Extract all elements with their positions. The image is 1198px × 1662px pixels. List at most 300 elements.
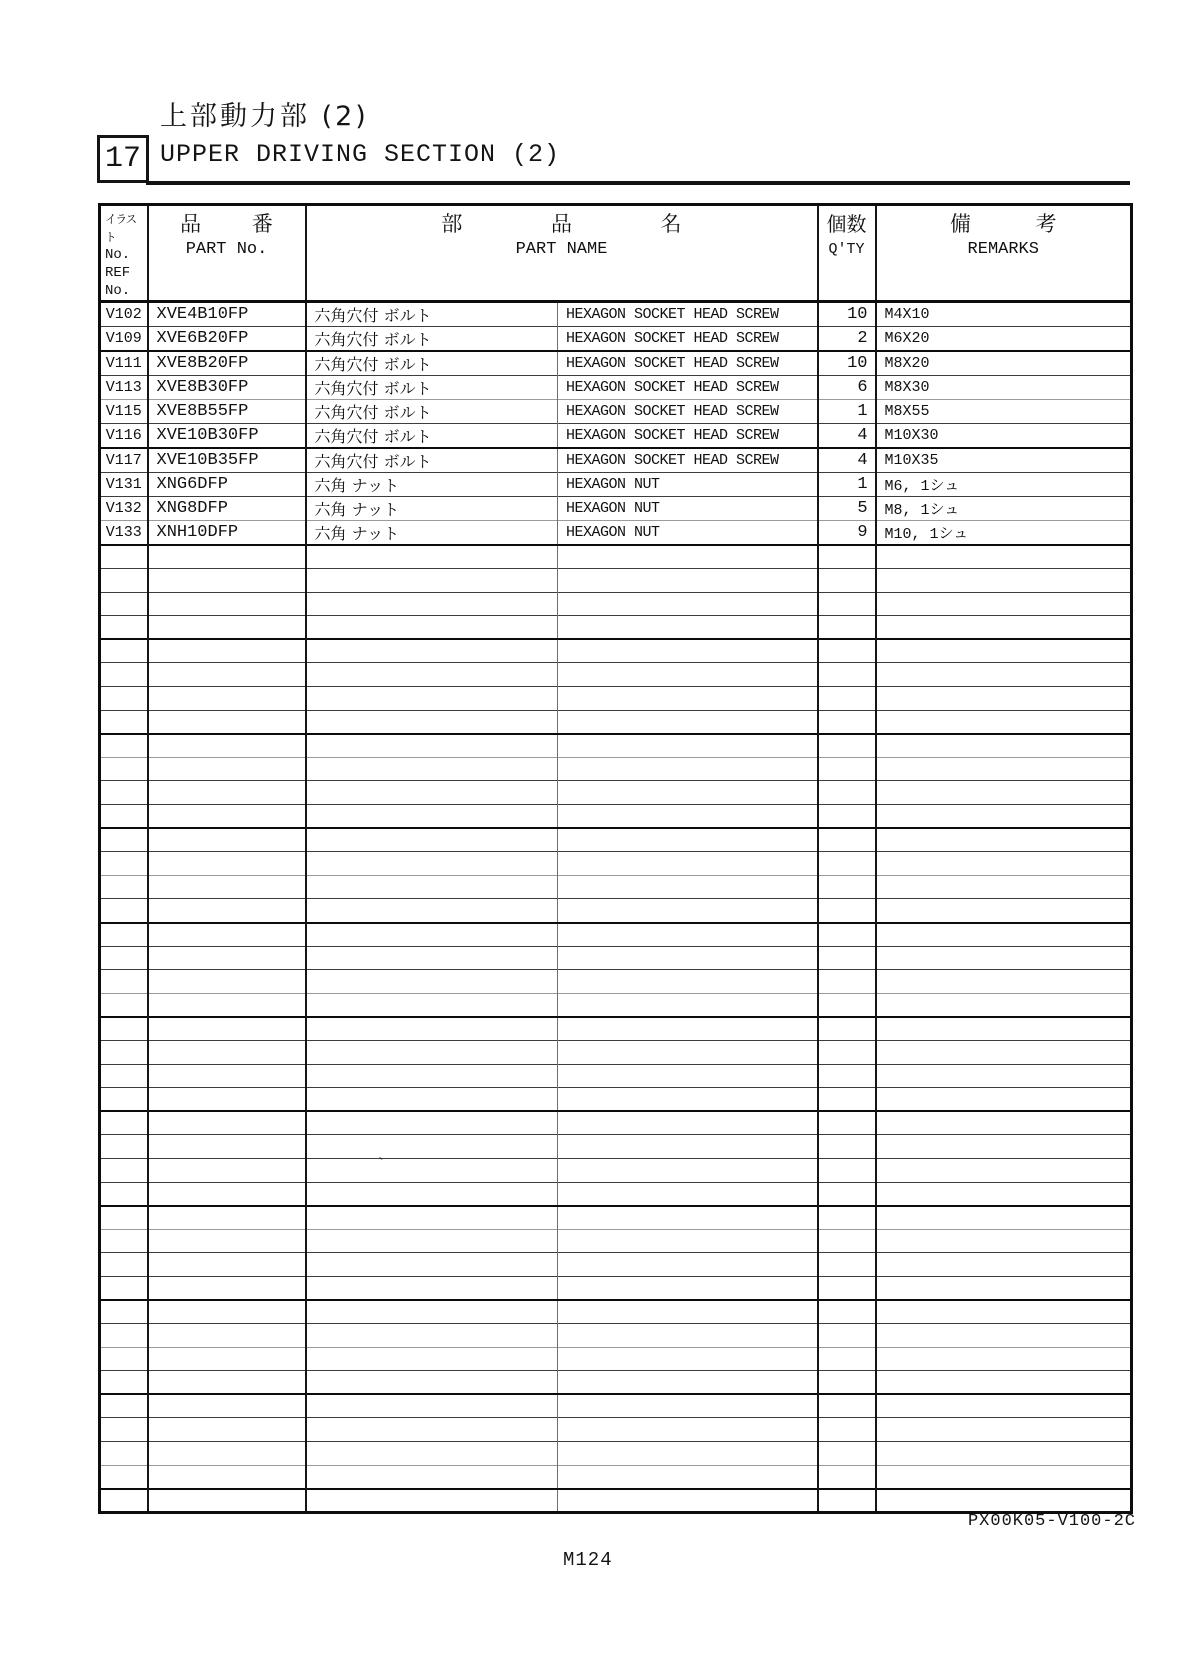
part-name-en-cell	[558, 1229, 818, 1253]
ref-cell	[100, 1418, 148, 1442]
part-name-ja-cell	[306, 710, 558, 734]
remarks-cell	[876, 781, 1132, 805]
part-no-cell	[148, 710, 306, 734]
part-name-en-cell	[558, 710, 818, 734]
table-row-empty	[100, 1489, 1132, 1513]
table-row-empty	[100, 1182, 1132, 1206]
part-name-ja-cell	[306, 1418, 558, 1442]
title-underline	[146, 181, 1130, 185]
ref-cell	[100, 923, 148, 947]
remarks-cell	[876, 852, 1132, 876]
part-name-ja-cell: 六角穴付 ボルト	[306, 302, 558, 327]
qty-cell	[818, 734, 876, 758]
qty-cell	[818, 1394, 876, 1418]
part-name-ja-cell	[306, 1017, 558, 1041]
ref-cell	[100, 734, 148, 758]
part-no-cell	[148, 1442, 306, 1466]
qty-cell: 10	[818, 302, 876, 327]
qty-cell	[818, 1182, 876, 1206]
table-row-empty	[100, 734, 1132, 758]
part-name-en-cell	[558, 781, 818, 805]
part-no-cell: XVE8B20FP	[148, 351, 306, 376]
ref-cell	[100, 1394, 148, 1418]
qty-cell	[818, 687, 876, 711]
ref-cell	[100, 970, 148, 994]
part-no-cell	[148, 1394, 306, 1418]
part-name-ja-cell	[306, 1276, 558, 1300]
table-row-empty	[100, 781, 1132, 805]
part-name-ja-cell: 六角 ナット	[306, 497, 558, 521]
table-row	[100, 351, 1132, 376]
ref-cell	[100, 616, 148, 640]
part-no-cell	[148, 899, 306, 923]
table-row	[100, 521, 1132, 546]
part-name-ja-cell	[306, 1324, 558, 1348]
remarks-cell: M4X10	[884, 306, 930, 323]
table-row-empty	[100, 899, 1132, 923]
remarks-cell: M6X20	[884, 330, 930, 347]
part-no-cell	[148, 1465, 306, 1489]
part-name-ja-cell: 六角穴付 ボルト	[306, 400, 558, 424]
table-row-empty	[100, 1371, 1132, 1395]
part-name-ja-cell	[306, 781, 558, 805]
ref-cell	[100, 875, 148, 899]
ref-cell	[100, 805, 148, 829]
part-no-cell	[148, 946, 306, 970]
remarks-cell	[876, 545, 1132, 569]
part-name-en-cell	[558, 1418, 818, 1442]
part-name-en-cell: HEXAGON SOCKET HEAD SCREW	[558, 448, 818, 473]
ref-cell: V117	[100, 448, 148, 473]
qty-cell	[818, 1206, 876, 1230]
page-title-english: UPPER DRIVING SECTION (2)	[160, 140, 561, 169]
qty-cell	[818, 1442, 876, 1466]
table-row-empty	[100, 1064, 1132, 1088]
table-row	[100, 327, 1132, 352]
part-no-cell	[148, 663, 306, 687]
remarks-cell	[876, 1040, 1132, 1064]
part-name-en-cell	[558, 545, 818, 569]
part-name-ja-cell	[306, 757, 558, 781]
part-no-cell	[148, 1347, 306, 1371]
part-no-cell	[148, 1017, 306, 1041]
section-number: 17	[104, 142, 141, 176]
part-name-ja-cell	[306, 828, 558, 852]
part-name-en-cell	[558, 687, 818, 711]
part-name-ja-cell	[306, 639, 558, 663]
ref-cell	[100, 899, 148, 923]
page-number: M124	[563, 1549, 613, 1571]
part-no-cell	[148, 1300, 306, 1324]
part-name-en-cell	[558, 1206, 818, 1230]
ref-cell: V115	[100, 400, 148, 424]
part-no-cell: XVE6B20FP	[148, 327, 306, 352]
remarks-cell	[876, 875, 1132, 899]
ref-cell	[100, 569, 148, 593]
part-no-cell	[148, 1088, 306, 1112]
qty-cell	[818, 663, 876, 687]
table-row-empty	[100, 757, 1132, 781]
part-name-en-cell	[558, 828, 818, 852]
part-name-ja-cell	[306, 899, 558, 923]
part-no-cell	[148, 1111, 306, 1135]
remarks-cell	[876, 1300, 1132, 1324]
qty-cell	[818, 1064, 876, 1088]
ref-cell	[100, 1064, 148, 1088]
part-no-cell	[148, 757, 306, 781]
table-row-empty	[100, 1347, 1132, 1371]
part-name-en-cell	[558, 1347, 818, 1371]
table-row-empty	[100, 1442, 1132, 1466]
part-name-ja-cell	[306, 852, 558, 876]
qty-cell	[818, 1371, 876, 1395]
remarks-cell: M8X20	[884, 355, 930, 372]
table-row-empty	[100, 1040, 1132, 1064]
part-name-ja-cell: 六角穴付 ボルト	[306, 327, 558, 352]
remarks-cell: M10, 1シュ	[884, 526, 969, 543]
qty-cell	[818, 1017, 876, 1041]
ref-cell	[100, 545, 148, 569]
qty-cell: 4	[818, 424, 876, 449]
part-name-en-cell: HEXAGON SOCKET HEAD SCREW	[558, 351, 818, 376]
remarks-cell	[876, 592, 1132, 616]
remarks-cell	[876, 1394, 1132, 1418]
part-name-ja-cell	[306, 1040, 558, 1064]
part-name-en-cell	[558, 1442, 818, 1466]
part-name-en-cell	[558, 1158, 818, 1182]
ref-cell	[100, 687, 148, 711]
ref-cell	[100, 1229, 148, 1253]
ref-cell	[100, 710, 148, 734]
part-name-ja-cell	[306, 1111, 558, 1135]
ref-cell: V131	[100, 473, 148, 497]
part-name-ja-cell	[306, 1394, 558, 1418]
part-no-cell	[148, 1064, 306, 1088]
ref-cell: V111	[100, 351, 148, 376]
table-row	[100, 424, 1132, 449]
table-row-empty	[100, 1088, 1132, 1112]
remarks-cell	[876, 710, 1132, 734]
qty-cell	[818, 946, 876, 970]
table-row-empty	[100, 639, 1132, 663]
qty-cell: 1	[818, 400, 876, 424]
part-no-cell	[148, 875, 306, 899]
part-name-en-cell	[558, 1276, 818, 1300]
part-name-ja-cell	[306, 687, 558, 711]
part-no-cell	[148, 687, 306, 711]
part-name-ja-cell	[306, 1371, 558, 1395]
remarks-cell	[876, 1182, 1132, 1206]
table-row	[100, 448, 1132, 473]
part-name-en-cell	[558, 569, 818, 593]
table-row-empty	[100, 1229, 1132, 1253]
ref-cell	[100, 1253, 148, 1277]
part-name-en-cell: HEXAGON SOCKET HEAD SCREW	[558, 302, 818, 327]
qty-cell	[818, 1324, 876, 1348]
part-no-cell	[148, 545, 306, 569]
table-row-empty	[100, 1324, 1132, 1348]
qty-cell	[818, 545, 876, 569]
table-row	[100, 302, 1132, 327]
qty-cell	[818, 828, 876, 852]
remarks-cell	[876, 1064, 1132, 1088]
remarks-cell	[876, 1418, 1132, 1442]
part-name-en-cell	[558, 1300, 818, 1324]
part-name-ja-cell	[306, 734, 558, 758]
ref-cell	[100, 1135, 148, 1159]
ref-cell	[100, 1206, 148, 1230]
qty-cell	[818, 569, 876, 593]
ref-cell	[100, 1158, 148, 1182]
remarks-cell	[876, 805, 1132, 829]
header-remarks	[876, 205, 1132, 302]
qty-cell	[818, 1040, 876, 1064]
part-name-ja-cell	[306, 1088, 558, 1112]
section-number-box	[97, 135, 149, 183]
remarks-cell	[876, 1347, 1132, 1371]
ref-cell	[100, 946, 148, 970]
part-name-en-cell: HEXAGON NUT	[558, 521, 818, 546]
table-row-empty	[100, 1017, 1132, 1041]
table-row	[100, 473, 1132, 497]
table-row-empty	[100, 875, 1132, 899]
part-name-en-cell	[558, 592, 818, 616]
remarks-cell	[876, 1206, 1132, 1230]
table-row-empty	[100, 946, 1132, 970]
ref-cell	[100, 1324, 148, 1348]
part-name-en-cell	[558, 616, 818, 640]
remarks-cell	[876, 1253, 1132, 1277]
qty-cell	[818, 852, 876, 876]
header-part-no	[148, 205, 306, 302]
part-no-cell	[148, 852, 306, 876]
remarks-cell	[876, 923, 1132, 947]
part-name-ja-cell	[306, 1135, 558, 1159]
parts-table-body	[100, 302, 1132, 1513]
ref-cell	[100, 1347, 148, 1371]
qty-cell: 2	[818, 327, 876, 352]
part-no-cell	[148, 569, 306, 593]
part-name-ja-cell	[306, 875, 558, 899]
remarks-cell	[876, 993, 1132, 1017]
table-row-empty	[100, 852, 1132, 876]
part-no-cell: XVE8B55FP	[148, 400, 306, 424]
part-no-cell	[148, 993, 306, 1017]
remarks-cell	[876, 1229, 1132, 1253]
ref-cell	[100, 663, 148, 687]
qty-cell	[818, 875, 876, 899]
part-name-en-cell	[558, 757, 818, 781]
ref-cell: V109	[100, 327, 148, 352]
header-part-name-ja: 部 品 名	[441, 212, 682, 236]
ref-cell	[100, 757, 148, 781]
header-row	[100, 205, 1132, 302]
qty-cell	[818, 1465, 876, 1489]
remarks-cell	[876, 1111, 1132, 1135]
part-name-en-cell: HEXAGON SOCKET HEAD SCREW	[558, 400, 818, 424]
part-no-cell	[148, 1206, 306, 1230]
remarks-cell	[876, 569, 1132, 593]
remarks-cell	[876, 616, 1132, 640]
part-name-ja-cell	[306, 1300, 558, 1324]
header-qty-ja: 個数	[826, 212, 867, 236]
remarks-cell	[876, 1135, 1132, 1159]
part-name-ja-cell: 六角穴付 ボルト	[306, 448, 558, 473]
part-name-ja-cell: 六角 ナット	[306, 473, 558, 497]
table-row-empty	[100, 1394, 1132, 1418]
part-name-ja-cell	[306, 1229, 558, 1253]
ref-cell	[100, 993, 148, 1017]
part-name-en-cell	[558, 1182, 818, 1206]
remarks-cell	[876, 1276, 1132, 1300]
part-no-cell	[148, 1324, 306, 1348]
header-ref-line-4: No.	[105, 283, 131, 299]
remarks-cell: M6, 1シュ	[884, 478, 960, 495]
part-no-cell	[148, 1276, 306, 1300]
qty-cell	[818, 592, 876, 616]
part-name-en-cell	[558, 1064, 818, 1088]
table-row-empty	[100, 923, 1132, 947]
parts-table	[98, 203, 1133, 1514]
ref-cell	[100, 852, 148, 876]
part-no-cell	[148, 1040, 306, 1064]
table-row-empty	[100, 569, 1132, 593]
part-name-en-cell	[558, 899, 818, 923]
table-row	[100, 497, 1132, 521]
part-name-ja-cell	[306, 1489, 558, 1513]
header-part-name	[306, 205, 818, 302]
part-no-cell	[148, 1489, 306, 1513]
table-row-empty	[100, 828, 1132, 852]
part-name-ja-cell	[306, 1206, 558, 1230]
qty-cell: 4	[818, 448, 876, 473]
table-row-empty	[100, 592, 1132, 616]
ref-cell	[100, 1276, 148, 1300]
part-name-en-cell	[558, 852, 818, 876]
qty-cell: 5	[818, 497, 876, 521]
qty-cell	[818, 710, 876, 734]
ref-cell	[100, 1465, 148, 1489]
qty-cell	[818, 1276, 876, 1300]
header-part-no-ja: 品 番	[180, 212, 273, 236]
remarks-cell	[876, 1489, 1132, 1513]
header-qty	[818, 205, 876, 302]
table-row-empty	[100, 1465, 1132, 1489]
part-name-ja-cell	[306, 970, 558, 994]
qty-cell	[818, 923, 876, 947]
remarks-cell	[876, 899, 1132, 923]
part-name-ja-cell	[306, 663, 558, 687]
part-name-en-cell	[558, 1253, 818, 1277]
header-remarks-ja: 備 考	[949, 212, 1057, 236]
remarks-cell	[876, 639, 1132, 663]
qty-cell	[818, 1253, 876, 1277]
part-name-en-cell: HEXAGON SOCKET HEAD SCREW	[558, 424, 818, 449]
header-qty-en: Q'TY	[828, 241, 865, 258]
part-no-cell: XVE8B30FP	[148, 376, 306, 400]
table-row-empty	[100, 1111, 1132, 1135]
remarks-cell: M8X30	[884, 379, 930, 396]
ref-cell: V113	[100, 376, 148, 400]
part-name-en-cell	[558, 1017, 818, 1041]
ref-cell: V133	[100, 521, 148, 546]
part-name-ja-cell: 六角穴付 ボルト	[306, 376, 558, 400]
part-no-cell	[148, 1135, 306, 1159]
part-name-en-cell	[558, 993, 818, 1017]
qty-cell	[818, 1135, 876, 1159]
part-no-cell	[148, 1182, 306, 1206]
part-name-ja-cell	[306, 616, 558, 640]
table-row-empty	[100, 993, 1132, 1017]
qty-cell: 1	[818, 473, 876, 497]
qty-cell	[818, 1158, 876, 1182]
part-name-en-cell	[558, 1324, 818, 1348]
part-name-en-cell	[558, 946, 818, 970]
table-row-empty	[100, 1253, 1132, 1277]
qty-cell	[818, 639, 876, 663]
part-name-en-cell: HEXAGON SOCKET HEAD SCREW	[558, 376, 818, 400]
part-name-en-cell	[558, 1040, 818, 1064]
remarks-cell	[876, 970, 1132, 994]
part-no-cell: XNH10DFP	[148, 521, 306, 546]
ref-cell	[100, 1371, 148, 1395]
part-no-cell: XNG8DFP	[148, 497, 306, 521]
qty-cell	[818, 1300, 876, 1324]
qty-cell	[818, 1418, 876, 1442]
part-no-cell	[148, 639, 306, 663]
qty-cell	[818, 616, 876, 640]
part-name-ja-cell	[306, 1347, 558, 1371]
part-no-cell	[148, 1158, 306, 1182]
remarks-cell	[876, 946, 1132, 970]
table-row-empty	[100, 970, 1132, 994]
parts-table-header	[100, 205, 1132, 302]
part-no-cell	[148, 734, 306, 758]
table-row-empty	[100, 687, 1132, 711]
table-row-empty	[100, 1206, 1132, 1230]
qty-cell	[818, 757, 876, 781]
qty-cell	[818, 970, 876, 994]
table-row-empty	[100, 805, 1132, 829]
remarks-cell	[876, 828, 1132, 852]
part-name-en-cell	[558, 1111, 818, 1135]
part-name-ja-cell: 六角穴付 ボルト	[306, 424, 558, 449]
ref-cell	[100, 1442, 148, 1466]
table-row-empty	[100, 1300, 1132, 1324]
remarks-cell: M10X35	[884, 452, 939, 469]
remarks-cell	[876, 1017, 1132, 1041]
part-name-ja-cell	[306, 1253, 558, 1277]
part-no-cell	[148, 805, 306, 829]
part-name-en-cell	[558, 970, 818, 994]
part-no-cell	[148, 616, 306, 640]
remarks-cell	[876, 1371, 1132, 1395]
ref-cell	[100, 1017, 148, 1041]
part-name-en-cell	[558, 1371, 818, 1395]
table-row-empty	[100, 616, 1132, 640]
part-name-ja-cell	[306, 545, 558, 569]
ref-cell: V116	[100, 424, 148, 449]
part-no-cell: XVE10B35FP	[148, 448, 306, 473]
table-row	[100, 400, 1132, 424]
part-name-ja-cell: 六角 ナット	[306, 521, 558, 546]
table-row-empty	[100, 710, 1132, 734]
table-row-empty	[100, 545, 1132, 569]
part-name-ja-cell	[306, 1064, 558, 1088]
qty-cell	[818, 993, 876, 1017]
table-row-empty	[100, 1418, 1132, 1442]
remarks-cell: M10X30	[884, 427, 939, 444]
